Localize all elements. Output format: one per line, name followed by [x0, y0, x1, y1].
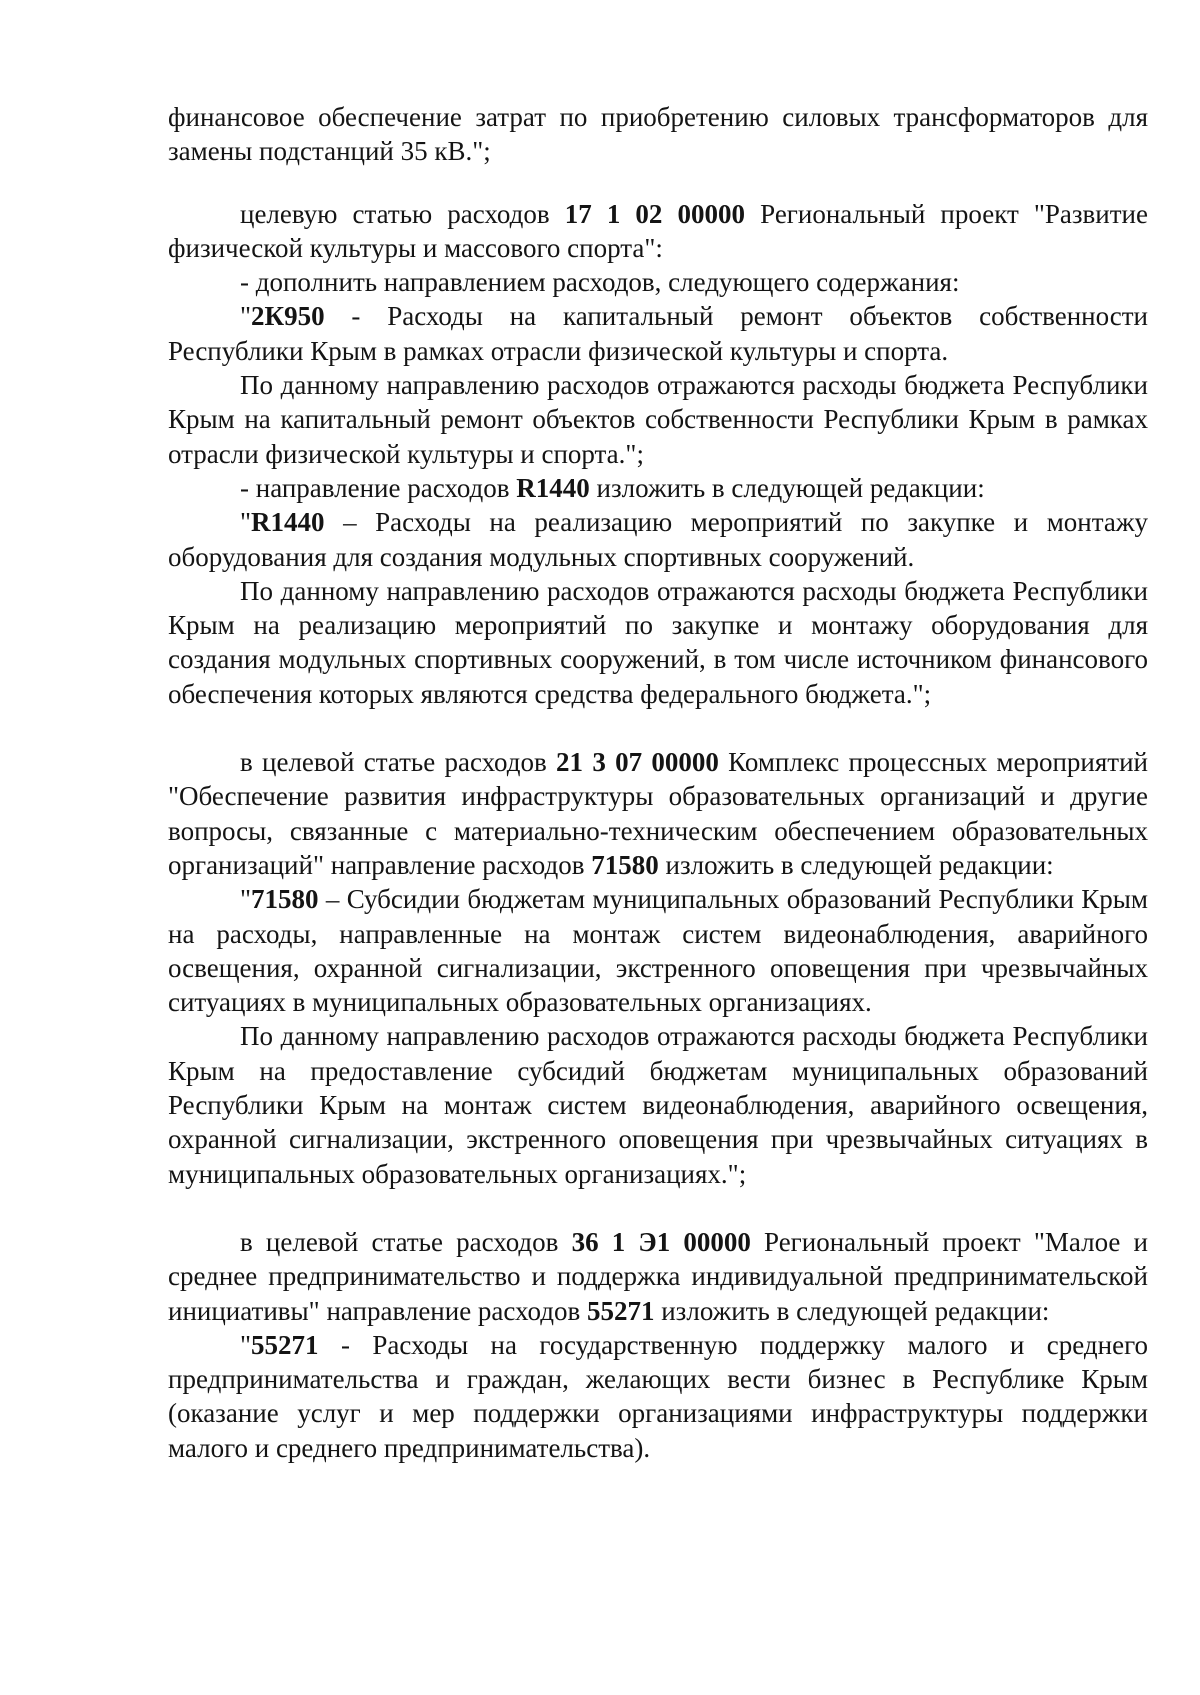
document-page: [168, 100, 1148, 1465]
budget-code: 71580: [591, 849, 659, 880]
paragraph-target-article-17: [168, 197, 1148, 266]
budget-code: 55271: [251, 1329, 319, 1360]
text: - направление расходов: [240, 472, 517, 503]
budget-code: 17 1 02 00000: [564, 198, 746, 229]
text: - Расходы на государственную поддержку малого и среднего предпринимательства и граждан, желающих вести бизнес в Республике Крым (оказание услуг и мер поддержки организациями инфраструктуры поддержки малого и среднего предпринимательства).: [168, 1329, 1148, 1463]
budget-code: 21 3 07 00000: [556, 747, 719, 778]
text: – Субсидии бюджетам муниципальных образований Республики Крым на расходы, направленные на монтаж систем видеонаблюдения, аварийного освещения, охранной сигнализации, экстренного оповещения при чрезвычайных ситуациях в муниципальных образовательных организациях.: [168, 884, 1148, 1018]
budget-code: 36 1 Э1 00000: [571, 1226, 751, 1257]
paragraph-r1440-description: По данному направлению расходов отражаются расходы бюджета Республики Крым на реализацию мероприятий по закупке и монтажу оборудования для создания модульных спортивных сооружений, в том числе источником финансового обеспечения которых являются средства федерального бюджета.";: [168, 575, 1148, 709]
text: изложить в следующей редакции:: [589, 472, 985, 503]
budget-code: 55271: [586, 1295, 655, 1326]
budget-code: 71580: [251, 884, 319, 915]
paragraph-target-article-36: [168, 1225, 1148, 1328]
paragraph-code-55271: [168, 1328, 1148, 1465]
text: ": [240, 1329, 252, 1360]
text: Комплекс процессных мероприятий "Обеспечение развития инфраструктуры образовательных организаций и другие вопросы, связанные с материально-техническим обеспечением образовательных организаций" направление расходов: [168, 747, 1148, 880]
text: ": [240, 507, 252, 538]
text: ": [240, 884, 252, 915]
paragraph-code-r1440: [168, 505, 1148, 574]
budget-code: R1440: [516, 472, 590, 503]
paragraph-71580-description: По данному направлению расходов отражаются расходы бюджета Республики Крым на предоставление субсидий бюджетам муниципальных образований Республики Крым на монтаж систем видеонаблюдения, аварийного освещения, охранной сигнализации, экстренного оповещения при чрезвычайных ситуациях в муниципальных образовательных организациях.";: [168, 1021, 1148, 1189]
paragraph-code-71580: [168, 882, 1148, 1019]
text: Региональный проект "Малое и среднее предпринимательство и поддержка индивидуальной предпринимательской инициативы" направление расходов: [168, 1226, 1148, 1326]
paragraph-r1440-intro: [168, 471, 1148, 505]
paragraph-continuation: финансовое обеспечение затрат по приобретению силовых трансформаторов для замены подстанций 35 кВ.";: [168, 102, 1148, 167]
text: в целевой статье расходов: [240, 747, 557, 778]
text: целевую статью расходов: [240, 198, 565, 229]
paragraph-2k950-description: По данному направлению расходов отражаются расходы бюджета Республики Крым на капитальный ремонт объектов собственности Республики Крым в рамках отрасли физической культуры и спорта.";: [168, 370, 1148, 469]
text: – Расходы на реализацию мероприятий по закупке и монтажу оборудования для создания модульных спортивных сооружений.: [168, 507, 1148, 572]
paragraph-code-2k950: [168, 299, 1148, 368]
text: изложить в следующей редакции:: [654, 1295, 1050, 1326]
text: ": [240, 301, 252, 332]
text: Региональный проект "Развитие физической культуры и массового спорта":: [168, 198, 1148, 263]
text: - Расходы на капитальный ремонт объектов собственности Республики Крым в рамках отрасли физической культуры и спорта.: [168, 301, 1148, 366]
paragraph-target-article-21: [168, 745, 1148, 882]
text: изложить в следующей редакции:: [658, 849, 1054, 880]
text: в целевой статье расходов: [240, 1226, 572, 1257]
budget-code: 2К950: [251, 301, 325, 332]
paragraph-supplement: - дополнить направлением расходов, следующего содержания:: [240, 267, 960, 298]
budget-code: R1440: [251, 507, 325, 538]
